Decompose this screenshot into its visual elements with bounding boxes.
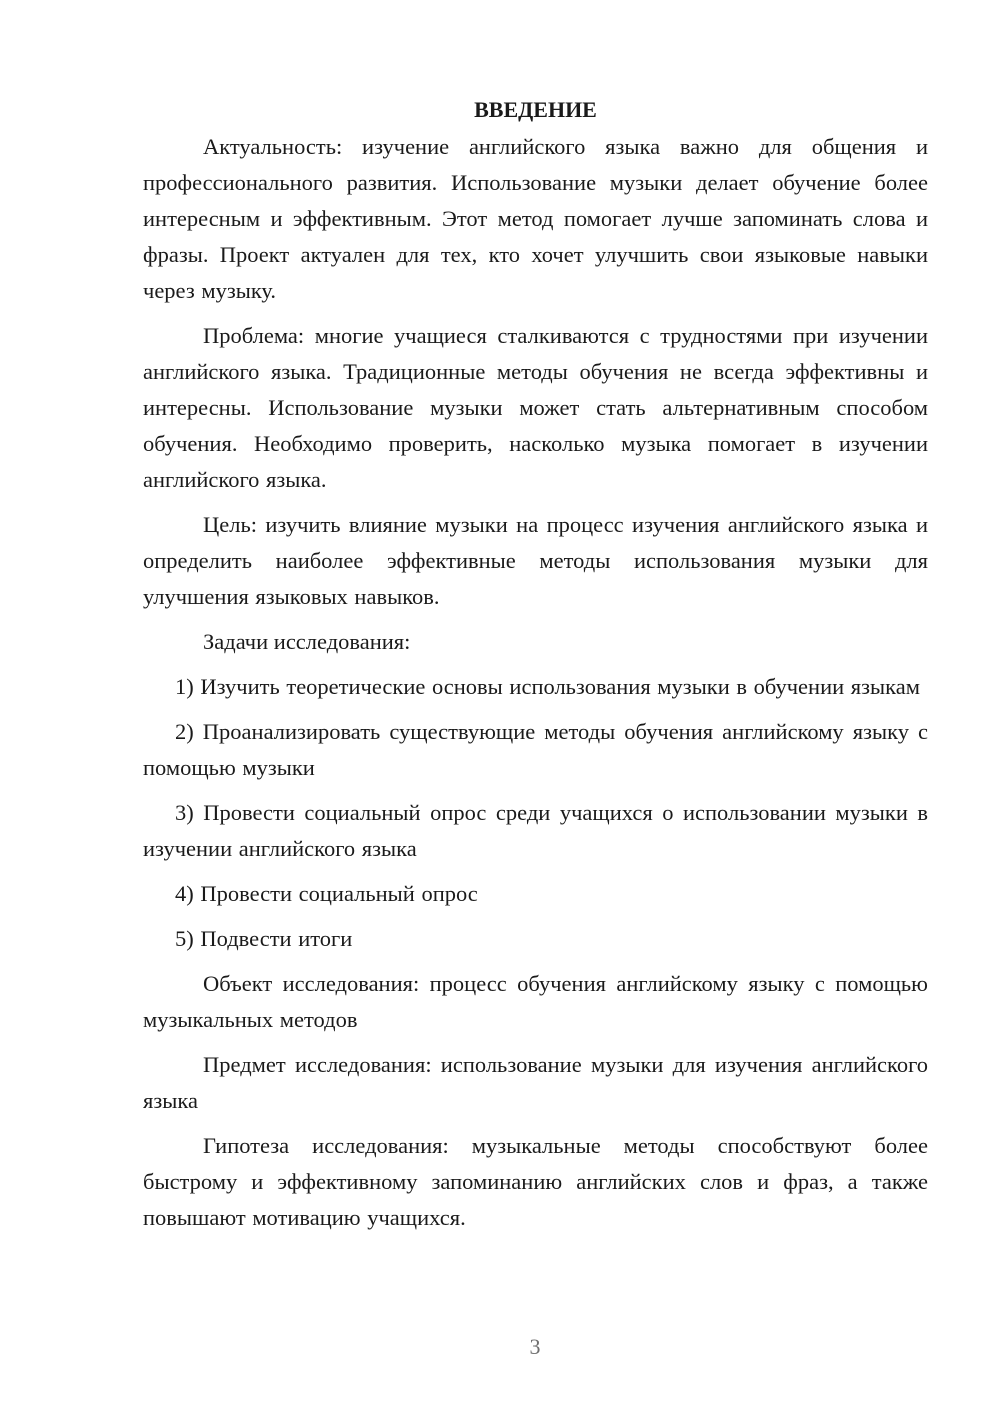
subject-paragraph: Предмет исследования: использование музыки для изучения английского языка [143,1052,928,1113]
list-item: 4) Провести социальный опрос [175,881,478,906]
problem-paragraph: Проблема: многие учащиеся сталкиваются с трудностями при изучении английского языка. Традиционные методы обучения не всегда эффективны и интересны. Использование музыки может стать альтернативным способом обучения. Необходимо проверить, насколько музыка помогает в изучении английского языка. [143,323,928,492]
list-item: 3) Провести социальный опрос среди учащихся о использовании музыки в изучении английского языка [143,800,928,861]
list-item: 1) Изучить теоретические основы использования музыки в обучении языкам [175,674,920,699]
tasks-list [143,669,928,957]
hypothesis-paragraph: Гипотеза исследования: музыкальные методы способствуют более быстрому и эффективному запоминанию английских слов и фраз, а также повышают мотивацию учащихся. [143,1133,928,1230]
list-item: 2) Проанализировать существующие методы обучения английскому языку с помощью музыки [143,719,928,780]
tasks-heading: Задачи исследования: [203,629,411,654]
page-number: 3 [529,1334,541,1359]
goal-paragraph: Цель: изучить влияние музыки на процесс изучения английского языка и определить наиболее эффективные методы использования музыки для улучшения языковых навыков. [143,512,928,609]
list-item: 5) Подвести итоги [175,926,353,951]
document-page [143,92,928,1245]
object-paragraph: Объект исследования: процесс обучения английскому языку с помощью музыкальных методов [143,971,928,1032]
relevance-paragraph: Актуальность: изучение английского языка важно для общения и профессионального развития. Использование музыки делает обучение более интересным и эффективным. Этот метод помогает лучше запоминать слова и фразы. Проект актуален для тех, кто хочет улучшить свои языковые навыки через музыку. [143,134,928,303]
page-title: ВВЕДЕНИЕ [474,97,597,122]
